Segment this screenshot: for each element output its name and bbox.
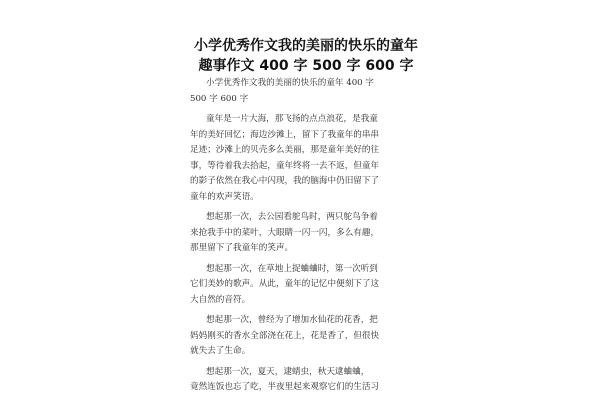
text-line: 它们美妙的歌声。从此，童年的记忆中便刻下了这: [190, 279, 380, 289]
paragraph-5: [190, 313, 420, 360]
text-line: 想起那一次，在草地上捉蛐蛐时，第一次听到: [206, 263, 378, 274]
text-line: 500 字 600 字: [190, 93, 249, 104]
paragraph-1: [190, 76, 420, 107]
document-body: [190, 76, 420, 396]
text-line: 那里留下了我童年的笑声。: [190, 243, 294, 253]
text-line: 就失去了生命。: [190, 346, 251, 356]
text-line: 足迹；沙滩上的贝壳多么美丽，那是童年美好的往: [190, 145, 380, 155]
text-line: 的影子依然在我心中闪现，我的脑海中仍旧留下了: [190, 176, 380, 186]
text-line: 想起那一次，去公园看鸵鸟时，两只鸵鸟争着: [206, 212, 378, 222]
text-line: 年的美好回忆；海边沙滩上，留下了我童年的串串: [190, 129, 380, 140]
text-line: 想起那一次，曾经为了增加水仙花的花香，把: [206, 315, 378, 325]
text-line: 大自然的音符。: [190, 294, 251, 305]
text-line: 竟然连饭也忘了吃，半夜里起来观察它们的生活习: [190, 382, 380, 392]
text-line: 童年的欢声笑语。: [190, 191, 259, 202]
paragraph-3: [190, 210, 420, 257]
paragraph-2: [190, 112, 420, 205]
text-line: 来抢我手中的菜叶，大眼睛一闪一闪，多么有趣，: [190, 227, 380, 238]
text-line: 事，等待着我去拾起，童年终将一去不返，但童年: [190, 160, 380, 171]
text-line: 妈妈刚买的香水全部浇在花上，花是香了，但很快: [190, 330, 380, 341]
document-title-line-2: 趣事作文 400 字 500 字 600 字: [198, 58, 414, 74]
paragraph-4: [190, 262, 420, 309]
text-line: 小学优秀作文我的美丽的快乐的童年 400 字: [206, 78, 374, 88]
text-line: 想起那一次，夏天，逮蜻虫，秋天逮蛐蛐，: [206, 366, 370, 377]
text-line: 童年是一片大海，那飞扬的点点浪花，是我童: [206, 114, 378, 124]
paragraph-6: [190, 365, 420, 396]
document-title-line-1: 小学优秀作文我的美丽的快乐的童年: [194, 38, 418, 54]
